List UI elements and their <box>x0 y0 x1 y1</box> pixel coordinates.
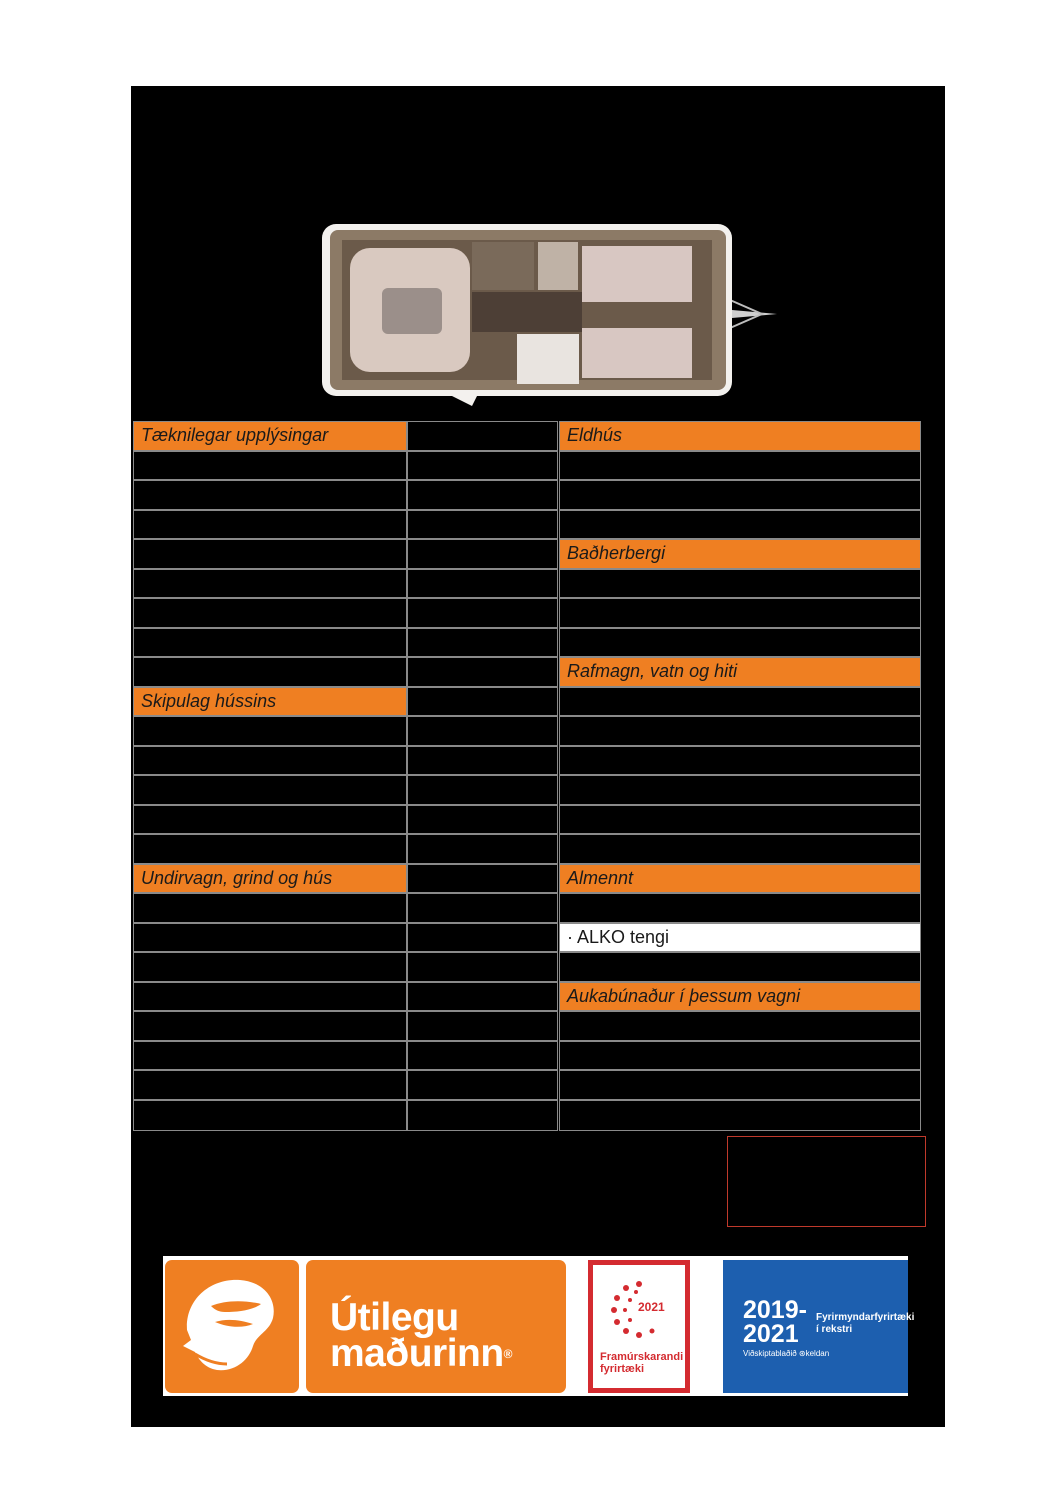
table-cell <box>407 864 558 893</box>
badge-blue-sponsor-1: Viðskiptablaðið <box>743 1349 797 1358</box>
section-label: Undirvagn, grind og hús <box>141 868 333 888</box>
section-header-bathroom <box>559 539 921 569</box>
table-row <box>559 480 921 510</box>
table-row <box>559 923 921 952</box>
table-cell <box>407 510 558 539</box>
section-label: Skipulag hússins <box>141 691 277 711</box>
table-cell <box>407 628 558 657</box>
table-cell <box>407 952 558 982</box>
table-cell <box>407 569 558 598</box>
table-row <box>559 510 921 539</box>
table-row <box>133 1011 407 1041</box>
table-cell <box>407 775 558 805</box>
table-cell <box>407 1070 558 1100</box>
registered-mark: ® <box>503 1347 513 1361</box>
table-row <box>133 1041 407 1070</box>
table-cell <box>407 1100 558 1131</box>
section-header-general <box>559 864 921 893</box>
table-row <box>559 952 921 982</box>
table-cell <box>407 893 558 923</box>
floor-plan-image <box>322 222 777 406</box>
table-row <box>133 923 407 952</box>
table-row <box>559 805 921 834</box>
table-row <box>559 1041 921 1070</box>
table-row <box>559 628 921 657</box>
table-row <box>559 775 921 805</box>
section-header-chassis <box>133 864 407 893</box>
table-row <box>559 1070 921 1100</box>
badge-blue-sponsors <box>743 1349 829 1358</box>
section-label: Rafmagn, vatn og hiti <box>567 661 738 681</box>
table-row <box>559 716 921 746</box>
table-row <box>133 746 407 775</box>
section-header-technical <box>133 421 407 451</box>
badge-red-year: 2021 <box>638 1300 665 1314</box>
table-row <box>133 657 407 687</box>
table-cell <box>407 421 558 451</box>
badge-blue-year-1: 2019 <box>743 1296 799 1324</box>
section-label: Tæknilegar upplýsingar <box>141 425 329 445</box>
table-row <box>133 1070 407 1100</box>
table-cell <box>407 1041 558 1070</box>
table-cell <box>407 657 558 687</box>
table-row <box>133 716 407 746</box>
table-row <box>133 952 407 982</box>
badge-blue-year-2: 2021 <box>743 1320 799 1348</box>
general-item-alko: · ALKO tengi <box>567 927 670 947</box>
table-row <box>559 1100 921 1131</box>
price-box <box>727 1136 926 1227</box>
badge-red-text-1: Framúrskarandi <box>600 1351 684 1363</box>
badge-blue-title <box>816 1312 914 1336</box>
badge-red-text-2: fyrirtæki <box>600 1363 645 1375</box>
table-cell <box>407 716 558 746</box>
table-row <box>559 1011 921 1041</box>
table-cell <box>407 923 558 952</box>
table-cell <box>407 746 558 775</box>
mascot-face-icon <box>165 1260 299 1393</box>
table-row <box>133 598 407 628</box>
table-row <box>133 893 407 923</box>
mascot-logo-box <box>165 1260 299 1393</box>
table-cell <box>407 598 558 628</box>
table-row <box>133 539 407 569</box>
table-row <box>133 775 407 805</box>
badge-red-text <box>600 1351 683 1375</box>
table-cell <box>407 834 558 864</box>
table-cell <box>407 451 558 480</box>
section-header-extras <box>559 982 921 1011</box>
brand-line-1: Útilegu <box>330 1296 459 1339</box>
table-cell <box>407 805 558 834</box>
table-row <box>133 805 407 834</box>
section-label: Aukabúnaður í þessum vagni <box>567 986 801 1006</box>
section-label: Baðherbergi <box>567 543 666 563</box>
award-badge-excellent-company <box>588 1260 690 1393</box>
table-cell <box>407 1011 558 1041</box>
table-row <box>559 893 921 923</box>
brand-wordmark <box>330 1296 513 1375</box>
table-row <box>559 569 921 598</box>
table-row <box>559 687 921 716</box>
table-row <box>133 1100 407 1131</box>
table-row <box>133 451 407 480</box>
badge-blue-text-2: í rekstri <box>816 1324 853 1335</box>
table-row <box>133 834 407 864</box>
badge-blue-years <box>743 1298 807 1346</box>
table-row <box>133 628 407 657</box>
badge-blue-dash: - <box>798 1296 807 1324</box>
table-row <box>133 569 407 598</box>
table-row <box>559 834 921 864</box>
section-header-utilities <box>559 657 921 687</box>
table-cell <box>407 982 558 1011</box>
badge-blue-text-1: Fyrirmyndarfyrirtæki <box>816 1312 915 1323</box>
table-cell <box>407 480 558 510</box>
table-row <box>133 982 407 1011</box>
table-cell <box>407 687 558 716</box>
section-header-layout <box>133 687 407 716</box>
section-header-kitchen <box>559 421 921 451</box>
table-row <box>559 451 921 480</box>
table-row <box>559 598 921 628</box>
table-cell <box>407 539 558 569</box>
brand-line-2: maðurinn <box>330 1332 504 1375</box>
table-row <box>559 746 921 775</box>
award-badge-model-company <box>723 1260 915 1393</box>
badge-blue-sponsor-2: keldan <box>805 1349 830 1358</box>
keldan-icon: ⊛ <box>798 1349 806 1358</box>
section-label: Eldhús <box>567 425 623 445</box>
section-label: Almennt <box>567 868 634 888</box>
table-row <box>133 510 407 539</box>
table-row <box>133 480 407 510</box>
